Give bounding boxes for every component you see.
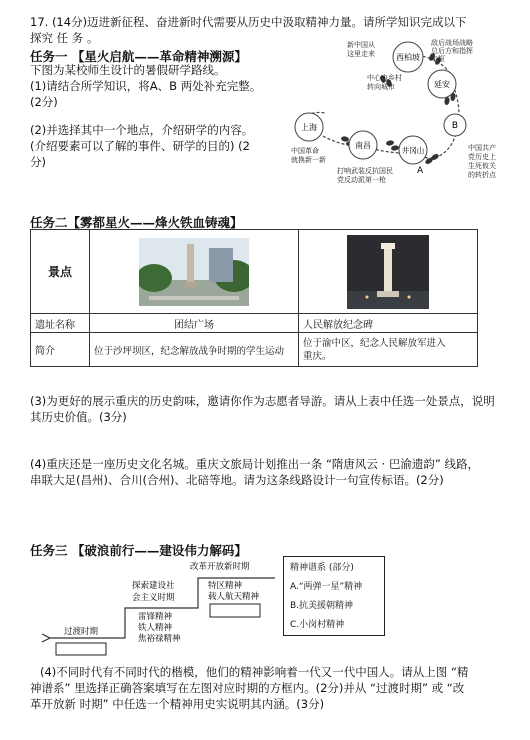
spirit-leifeng: 雷锋精神 xyxy=(138,612,173,622)
map-label: 的转折点 xyxy=(468,171,496,179)
spirit-tieren: 铁人精神 xyxy=(138,623,173,633)
row-label-sites: 景点 xyxy=(31,230,90,314)
node-xibaipo-label: 西柏坡 xyxy=(396,53,420,62)
site2-intro-line2: 重庆。 xyxy=(303,350,332,362)
arrow-icon xyxy=(42,634,50,642)
pedigree-item-b: B.抗美援朝精神 xyxy=(290,601,354,611)
task1-q2-score: 分) xyxy=(30,155,46,169)
row-label-name: 遗址名称 xyxy=(31,314,90,333)
map-label: 这里走来 xyxy=(347,50,375,58)
map-label: 总后方和指挥 xyxy=(431,47,473,55)
sites-table xyxy=(30,229,478,367)
task1-intro: 下图为某校师生设计的暑假研学路线。 xyxy=(30,63,226,77)
map-label: 敌后战场战略 xyxy=(431,39,473,47)
site2-intro-line1: 位于渝中区，纪念人民解放军进入 xyxy=(303,337,446,349)
task2-q3: (3)为更好的展示重庆的历史韵味，邀请你作为志愿者导游。请从上表中任选一处景点，说明 xyxy=(30,394,495,408)
stair-reform-label: 改革开放新时期 xyxy=(190,562,250,572)
task1-q2-hint: (介绍要素可以了解的事件、研学的目的) (2 xyxy=(30,139,250,153)
question-header-cont: 探究 任 务 。 xyxy=(30,31,99,45)
liberation-monument-photo xyxy=(347,235,429,309)
task3-q4-cont1: 神谱系” 里选择正确答案填写在左图对应时期的方框内。(2分)并从 “过渡时期” 或 “改 xyxy=(30,681,465,695)
site1-name: 团结广场 xyxy=(90,314,299,333)
pedigree-item-a: A.“两弹一星”精神 xyxy=(290,582,363,592)
task1-q1-score: (2分) xyxy=(30,95,58,109)
map-label: 中国共产 xyxy=(468,144,496,152)
map-label: 党反动派第一枪 xyxy=(337,176,386,184)
task2-title: 任务二【雾都星火——烽火铁血铸魂】 xyxy=(30,215,243,230)
spirit-space: 载人航天精神 xyxy=(208,592,260,602)
site2-intro xyxy=(299,333,478,367)
tuanjie-square-photo xyxy=(139,238,249,306)
task1-title: 任务一 【星火启航——革命精神溯源】 xyxy=(30,49,247,64)
answer-box-transition[interactable] xyxy=(56,643,106,655)
spirit-tequ: 特区精神 xyxy=(208,581,243,591)
task1-q1: (1)请结合所学知识，将A、B 两处补充完整。 xyxy=(30,79,262,93)
task2-q4-cont: 串联大足(昌州)、合川(合州)、北碚等地。请为这条线路设计一句宣传标语。(2分) xyxy=(30,473,444,487)
table-row xyxy=(31,314,478,333)
map-label: 新中国从 xyxy=(347,41,375,49)
task2-q4: (4)重庆还是一座历史文化名城。重庆文旅局计划推出一条 “隋唐风云 · 巴渝遗韵” 线路， xyxy=(30,457,479,471)
task3-q4-cont2: 革开放新 时期” 中任选一个精神用史实说明其内涵。(3分) xyxy=(30,697,325,711)
study-route-map xyxy=(285,35,505,190)
task3-title: 任务三 【破浪前行——建设伟力解码】 xyxy=(30,543,247,558)
stair-transition-label: 过渡时期 xyxy=(64,627,99,637)
spirit-jiaoyulu: 焦裕禄精神 xyxy=(138,634,181,644)
map-label: 中国革命 xyxy=(291,147,319,155)
map-label: 党历史上 xyxy=(468,153,496,161)
spirit-pedigree-box xyxy=(283,556,385,636)
map-label: 转向城市 xyxy=(367,83,395,91)
map-label: 打响武装反抗国民 xyxy=(337,167,393,175)
table-row xyxy=(31,333,478,367)
table-row xyxy=(31,230,478,314)
spirit-timeline-staircase xyxy=(30,556,290,658)
map-label: 生死攸关 xyxy=(468,162,496,170)
task1-q2: (2)并选择其中一个地点，介绍研学的内容。 xyxy=(30,123,254,137)
node-jinggangshan-label: 井冈山 xyxy=(401,146,425,155)
answer-box-reform[interactable] xyxy=(210,604,260,617)
site2-name: 人民解放纪念碑 xyxy=(299,314,478,333)
site1-photo-cell xyxy=(90,230,299,314)
pedigree-item-c: C.小岗村精神 xyxy=(290,620,345,630)
node-shanghai-label: 上海 xyxy=(301,123,317,132)
map-label: 就换新一新 xyxy=(291,156,326,164)
site1-intro: 位于沙坪坝区，纪念解放战争时期的学生运动 xyxy=(90,333,299,367)
site2-photo-cell xyxy=(299,230,478,314)
question-header: 17. (14分)迈进新征程、奋进新时代需要从历史中汲取精神力量。请所学知识完成以下 xyxy=(30,15,467,29)
pedigree-title: 精神谱系 (部分) xyxy=(290,563,354,573)
stair-explore-label-2: 会主义时期 xyxy=(132,593,175,603)
route-line xyxy=(307,55,459,158)
node-B-label: B xyxy=(451,121,459,131)
node-A-label: A xyxy=(417,166,424,176)
node-nanchang-label: 南昌 xyxy=(355,141,371,150)
row-label-intro: 简介 xyxy=(31,333,90,367)
stair-explore-label-1: 探索建设社 xyxy=(132,581,175,591)
task2-q3-cont: 其历史价值。(3分) xyxy=(30,410,127,424)
map-label: 中枢 xyxy=(431,55,445,63)
map-label: 中心由乡村 xyxy=(367,74,402,82)
task3-q4: (4)不同时代有不同时代的楷模，他们的精神影响着一代又一代中国人。请从上图 “精 xyxy=(40,665,469,679)
node-yanan-label: 延安 xyxy=(434,80,450,89)
